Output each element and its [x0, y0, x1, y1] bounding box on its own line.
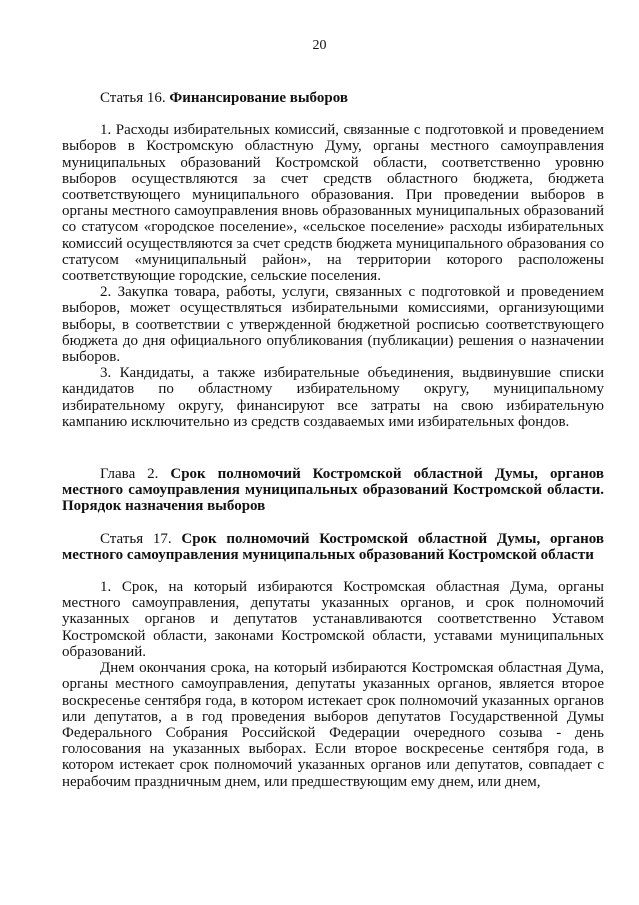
chapter-2-heading	[62, 466, 604, 515]
article-16-prefix: Статья 16.	[100, 90, 166, 106]
article-17-heading	[62, 531, 604, 563]
article-17-title: Срок полномочий Костромской областной Думы, органов местного самоуправления муниципальных образований Костромской области	[62, 530, 604, 563]
article-16-paragraph-2: 2. Закупка товара, работы, услуги, связанных с подготовкой и проведением выборов, может осуществляться избирательными комиссиями, организующими выборы, в соответствии с утвержденной бюджетной росписью соответствующего бюджета до дня официального опубликования (публикации) решения о назначении выборов.	[62, 284, 604, 366]
chapter-2-prefix: Глава 2.	[100, 466, 159, 483]
article-17-prefix: Статья 17.	[100, 530, 172, 547]
chapter-2-title: Срок полномочий Костромской областной Думы, органов местного самоуправления муниципальных образований Костромской области. Порядок назначения выборов	[62, 466, 604, 515]
article-16-heading	[62, 90, 604, 106]
article-16-paragraph-1: 1. Расходы избирательных комиссий, связанные с подготовкой и проведением выборов в Костромскую областную Думу, органы местного самоуправления муниципальных образований Костромской области, соответственно уровню выборов осуществляются за счет средств областного бюджета, бюджета соответствующего муниципального образования. При проведении выборов в органы местного самоуправления вновь образованных муниципальных образований со статусом «городское поселение», «сельское поселение» расходы избирательных комиссий осуществляются за счет средств бюджета муниципального образования со статусом «муниципальный район», на территории которого расположены соответствующие городские, сельские поселения.	[62, 122, 604, 285]
page-content	[62, 90, 604, 790]
page-number: 20	[312, 38, 327, 53]
article-17-paragraph-2: Днем окончания срока, на который избираются Костромская областная Дума, органы местного самоуправления, депутаты указанных органов, является второе воскресенье сентября года, в котором истекает срок полномочий указанных органов или депутатов, а в год проведения выборов депутатов Государственной Думы Федерального Собрания Российской Федерации очередного созыва - день голосования на указанных выборах. Если второе воскресенье сентября года, в котором истекает срок полномочий указанных органов или депутатов, совпадает с нерабочим праздничным днем, или предшествующим ему днем, или днем,	[62, 660, 604, 790]
article-16-paragraph-3: 3. Кандидаты, а также избирательные объединения, выдвинувшие списки кандидатов по областному избирательному округу, муниципальному избирательному округу, финансируют все затраты на свою избирательную кампанию исключительно из средств создаваемых ими избирательных фондов.	[62, 365, 604, 430]
article-17-paragraph-1: 1. Срок, на который избираются Костромская областная Дума, органы местного самоуправления, депутаты указанных органов, и срок полномочий указанных органов и депутатов устанавливаются соответственно Уставом Костромской области, законами Костромской области, уставами муниципальных образований.	[62, 579, 604, 660]
article-16-title: Финансирование выборов	[169, 90, 348, 106]
